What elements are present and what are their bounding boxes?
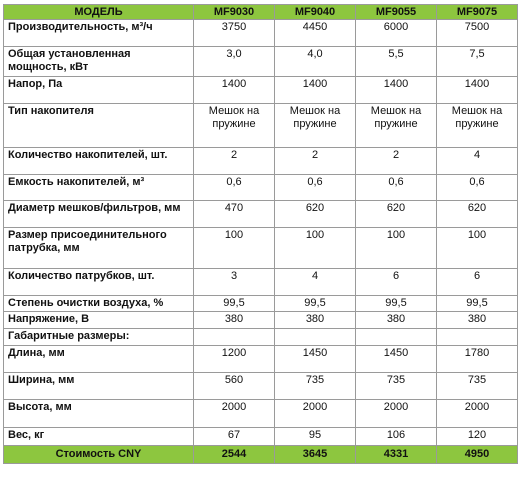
- header-row: [4, 5, 518, 20]
- cell-value: 95: [275, 428, 356, 446]
- row-label: Высота, мм: [4, 400, 194, 428]
- row-label: Ширина, мм: [4, 373, 194, 400]
- row-label: Количество патрубков, шт.: [4, 269, 194, 296]
- cell-value: 3750: [194, 20, 275, 47]
- specs-table: [3, 4, 518, 464]
- cell-value: 4,0: [275, 47, 356, 77]
- row-label: Общая установленная мощность, кВт: [4, 47, 194, 77]
- cell-value: 4: [275, 269, 356, 296]
- cell-value: 6: [437, 269, 518, 296]
- row-label: Напряжение, В: [4, 312, 194, 329]
- table-row: [4, 47, 518, 77]
- table-row: [4, 373, 518, 400]
- cell-value: 100: [194, 228, 275, 269]
- cell-value: 6000: [356, 20, 437, 47]
- cell-value: 99,5: [194, 296, 275, 312]
- cell-value: 0,6: [275, 175, 356, 201]
- header-model-mf9075: MF9075: [437, 5, 518, 20]
- cell-value: 3,0: [194, 47, 275, 77]
- table-row: [4, 346, 518, 373]
- cell-value: Мешок на пружине: [275, 104, 356, 148]
- cell-value: 380: [275, 312, 356, 329]
- header-model-label: МОДЕЛЬ: [4, 5, 194, 20]
- price-label: Стоимость CNY: [4, 446, 194, 464]
- table-row: [4, 77, 518, 104]
- cell-value: 735: [275, 373, 356, 400]
- header-model-mf9030: MF9030: [194, 5, 275, 20]
- cell-value: 2000: [356, 400, 437, 428]
- row-label: Габаритные размеры:: [4, 329, 194, 346]
- table-row: [4, 228, 518, 269]
- table-row: [4, 148, 518, 175]
- header-model-mf9055: MF9055: [356, 5, 437, 20]
- cell-value: 0,6: [356, 175, 437, 201]
- cell-value: 2: [275, 148, 356, 175]
- cell-value: 1400: [275, 77, 356, 104]
- row-label: Производительность, м³/ч: [4, 20, 194, 47]
- cell-value: 99,5: [275, 296, 356, 312]
- cell-value: 7,5: [437, 47, 518, 77]
- row-label: Емкость накопителей, м³: [4, 175, 194, 201]
- row-label: Вес, кг: [4, 428, 194, 446]
- cell-value: 560: [194, 373, 275, 400]
- cell-value: 106: [356, 428, 437, 446]
- cell-value: 99,5: [437, 296, 518, 312]
- cell-value: 1400: [437, 77, 518, 104]
- cell-value: [356, 329, 437, 346]
- row-label: Количество накопителей, шт.: [4, 148, 194, 175]
- cell-value: 620: [356, 201, 437, 228]
- cell-value: 1450: [356, 346, 437, 373]
- cell-value: 1200: [194, 346, 275, 373]
- cell-value: 2000: [194, 400, 275, 428]
- row-label: Длина, мм: [4, 346, 194, 373]
- cell-value: 380: [194, 312, 275, 329]
- cell-value: 100: [356, 228, 437, 269]
- cell-value: 0,6: [194, 175, 275, 201]
- cell-value: 6: [356, 269, 437, 296]
- cell-value: Мешок на пружине: [194, 104, 275, 148]
- table-row: [4, 329, 518, 346]
- row-label: Степень очистки воздуха, %: [4, 296, 194, 312]
- cell-value: [275, 329, 356, 346]
- table-row: [4, 312, 518, 329]
- cell-value: 1400: [194, 77, 275, 104]
- price-row: [4, 446, 518, 464]
- cell-value: 5,5: [356, 47, 437, 77]
- cell-value: 2000: [437, 400, 518, 428]
- cell-value: 67: [194, 428, 275, 446]
- cell-value: 100: [275, 228, 356, 269]
- table-row: [4, 175, 518, 201]
- row-label: Напор, Па: [4, 77, 194, 104]
- price-value: 3645: [275, 446, 356, 464]
- table-row: [4, 269, 518, 296]
- cell-value: 2000: [275, 400, 356, 428]
- cell-value: 735: [356, 373, 437, 400]
- row-label: Размер присоединительного патрубка, мм: [4, 228, 194, 269]
- cell-value: [194, 329, 275, 346]
- table-row: [4, 201, 518, 228]
- cell-value: [437, 329, 518, 346]
- cell-value: 620: [437, 201, 518, 228]
- cell-value: 735: [437, 373, 518, 400]
- cell-value: 0,6: [437, 175, 518, 201]
- row-label: Тип накопителя: [4, 104, 194, 148]
- table-row: [4, 400, 518, 428]
- cell-value: 380: [356, 312, 437, 329]
- cell-value: 4450: [275, 20, 356, 47]
- cell-value: 7500: [437, 20, 518, 47]
- cell-value: 100: [437, 228, 518, 269]
- table-row: [4, 20, 518, 47]
- cell-value: 1400: [356, 77, 437, 104]
- cell-value: 99,5: [356, 296, 437, 312]
- price-value: 4950: [437, 446, 518, 464]
- cell-value: 620: [275, 201, 356, 228]
- cell-value: 1450: [275, 346, 356, 373]
- cell-value: 3: [194, 269, 275, 296]
- table-row: [4, 296, 518, 312]
- price-value: 4331: [356, 446, 437, 464]
- cell-value: Мешок на пружине: [437, 104, 518, 148]
- cell-value: 4: [437, 148, 518, 175]
- cell-value: 2: [356, 148, 437, 175]
- header-model-mf9040: MF9040: [275, 5, 356, 20]
- cell-value: 1780: [437, 346, 518, 373]
- table-row: [4, 428, 518, 446]
- cell-value: Мешок на пружине: [356, 104, 437, 148]
- cell-value: 380: [437, 312, 518, 329]
- cell-value: 120: [437, 428, 518, 446]
- price-value: 2544: [194, 446, 275, 464]
- cell-value: 470: [194, 201, 275, 228]
- cell-value: 2: [194, 148, 275, 175]
- table-row: [4, 104, 518, 148]
- row-label: Диаметр мешков/фильтров, мм: [4, 201, 194, 228]
